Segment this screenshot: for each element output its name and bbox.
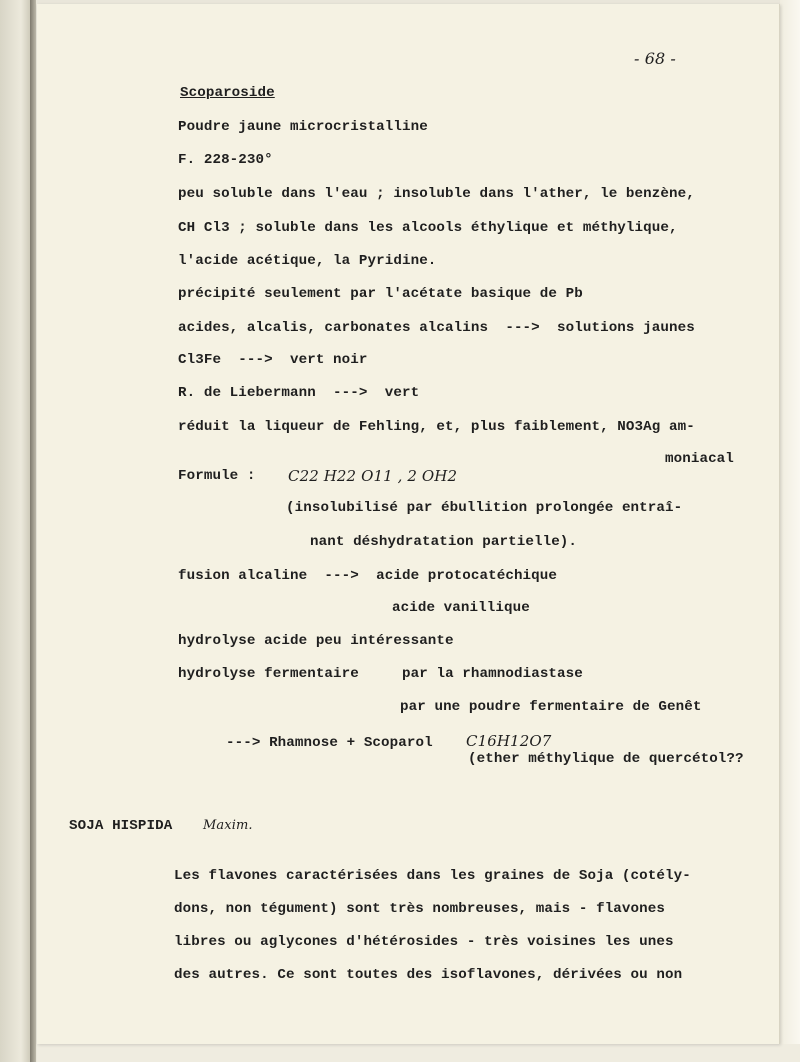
text-line: par la rhamnodiastase bbox=[402, 666, 583, 682]
heading-scoparoside: Scoparoside bbox=[180, 85, 275, 101]
scoparol-formula: C16H12O7 bbox=[466, 732, 552, 750]
document-page bbox=[37, 4, 780, 1044]
paragraph-line: des autres. Ce sont toutes des isoflavones, dérivées ou non bbox=[174, 967, 683, 983]
text-line: (ether méthylique de quercétol?? bbox=[468, 751, 744, 767]
text-line: F. 228-230° bbox=[178, 152, 273, 168]
text-line: hydrolyse fermentaire bbox=[178, 666, 359, 682]
page-number: - 68 - bbox=[634, 49, 676, 68]
text-line: hydrolyse acide peu intéressante bbox=[178, 633, 454, 649]
text-line: précipité seulement par l'acétate basique de Pb bbox=[178, 286, 583, 302]
section-author: Maxim. bbox=[203, 818, 253, 833]
section-title: SOJA HISPIDA bbox=[69, 818, 173, 834]
book-gutter bbox=[30, 0, 36, 1062]
text-line: l'acide acétique, la Pyridine. bbox=[178, 253, 437, 269]
text-line: fusion alcaline ---> acide protocatéchique bbox=[178, 568, 558, 584]
text-line: nant déshydratation partielle). bbox=[310, 534, 578, 550]
bottom-page-edge bbox=[37, 1044, 800, 1062]
text-line: Poudre jaune microcristalline bbox=[178, 119, 428, 135]
text-line: réduit la liqueur de Fehling, et, plus faiblement, NO3Ag am- bbox=[178, 419, 695, 435]
right-page-edge bbox=[780, 0, 800, 1062]
text-line: acides, alcalis, carbonates alcalins ---> solutions jaunes bbox=[178, 320, 695, 336]
text-line: Cl3Fe ---> vert noir bbox=[178, 352, 368, 368]
text-line: acide vanillique bbox=[392, 600, 530, 616]
formula-label: Formule : bbox=[178, 468, 256, 484]
text-line: CH Cl3 ; soluble dans les alcools éthylique et méthylique, bbox=[178, 220, 678, 236]
text-line: R. de Liebermann ---> vert bbox=[178, 385, 420, 401]
paragraph-line: dons, non tégument) sont très nombreuses, mais - flavones bbox=[174, 901, 665, 917]
paragraph-line: libres ou aglycones d'hétérosides - très voisines les unes bbox=[174, 934, 674, 950]
text-line: par une poudre fermentaire de Genêt bbox=[400, 699, 702, 715]
formula-value: C22 H22 O11 , 2 OH2 bbox=[288, 467, 458, 485]
text-line: peu soluble dans l'eau ; insoluble dans l'ather, le benzène, bbox=[178, 186, 695, 202]
left-page-edge bbox=[0, 0, 31, 1062]
paragraph-line: Les flavones caractérisées dans les graines de Soja (cotély- bbox=[174, 868, 691, 884]
text-line: ---> Rhamnose + Scoparol bbox=[226, 735, 433, 751]
text-line: (insolubilisé par ébullition prolongée entraî- bbox=[286, 500, 683, 516]
text-line: moniacal bbox=[665, 451, 734, 467]
